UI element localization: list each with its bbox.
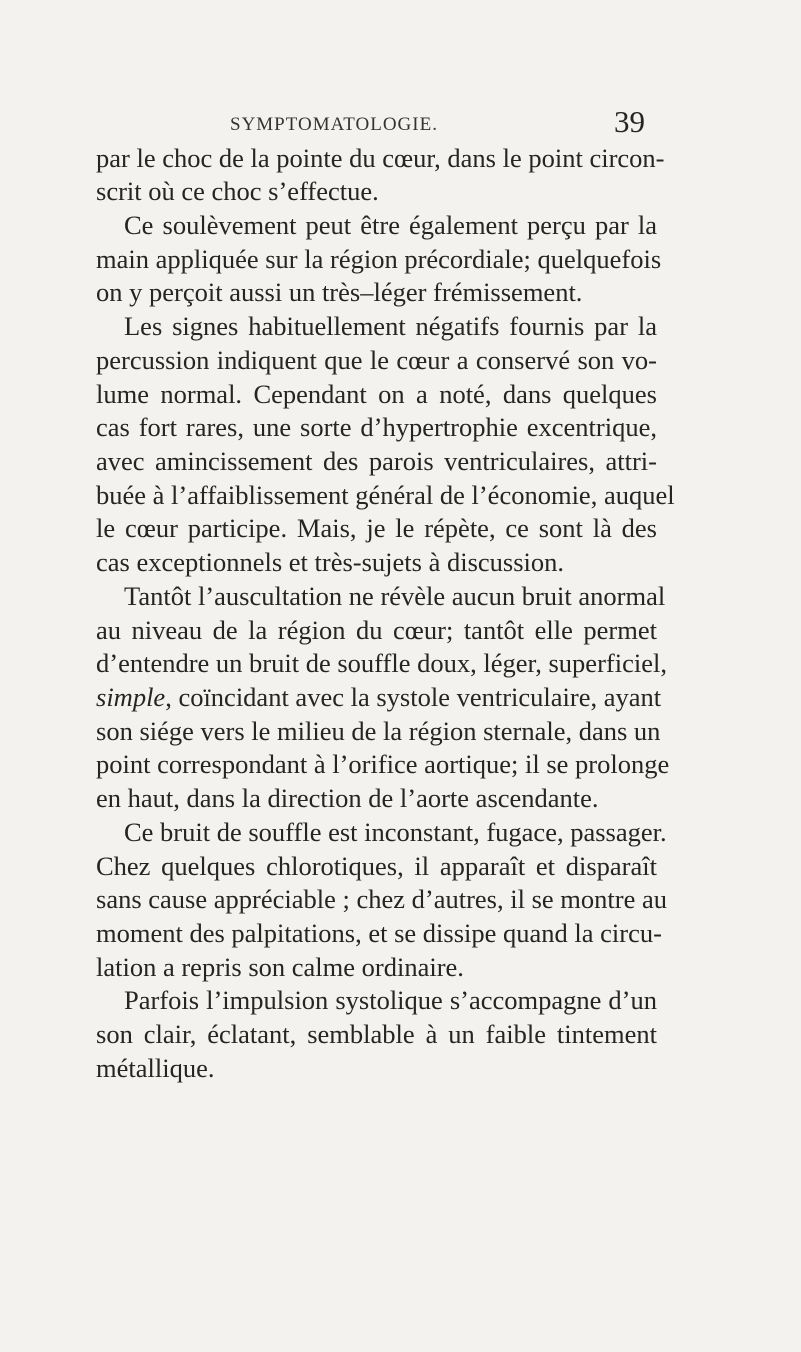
- text-line: en haut, dans la direction de l’aorte ascendante.: [96, 783, 599, 813]
- text-line: point correspondant à l’orifice aortique; il se prolonge: [96, 749, 670, 779]
- text-line: sans cause appréciable ; chez d’autres, il se montre au: [96, 884, 667, 914]
- text-line: son siége vers le milieu de la région sternale, dans un: [96, 716, 661, 746]
- text-line: au niveau de la région du cœur; tantôt elle permet: [96, 615, 657, 645]
- text-line: d’entendre un bruit de souffle doux, léger, superficiel,: [96, 648, 667, 678]
- text-line: Les signes habituellement négatifs fournis par la: [124, 311, 657, 341]
- text-line: lation a repris son calme ordinaire.: [96, 952, 464, 982]
- text-line: main appliquée sur la région précordiale; quelquefois: [96, 244, 662, 274]
- text-line: avec amincissement des parois ventriculaires, attri-: [96, 446, 657, 476]
- text-line: cas fort rares, une sorte d’hypertrophie excentrique,: [96, 412, 657, 442]
- page-number: 39: [614, 104, 645, 139]
- text-line: on y perçoit aussi un très–léger frémissement.: [96, 277, 583, 307]
- text-line: Tantôt l’auscultation ne révèle aucun bruit anormal: [124, 581, 666, 611]
- text-line: cas exceptionnels et très-sujets à discussion.: [96, 547, 565, 577]
- text-span: , coïncidant avec la systole ventriculaire, ayant: [165, 682, 662, 712]
- text-line: Parfois l’impulsion systolique s’accompagne d’un: [124, 985, 657, 1015]
- text-line: le cœur participe. Mais, je le répète, ce sont là des: [96, 513, 657, 543]
- text-line: [96, 680, 662, 714]
- text-line: son clair, éclatant, semblable à un faible tintement: [96, 1019, 657, 1049]
- text-line: Ce bruit de souffle est inconstant, fugace, passager.: [124, 817, 667, 847]
- text-line: lume normal. Cependant on a noté, dans quelques: [96, 379, 657, 409]
- text-line: scrit où ce choc s’effectue.: [96, 176, 379, 206]
- text-line: moment des palpitations, et se dissipe quand la circu-: [96, 918, 662, 948]
- italic-word: simple: [96, 682, 166, 712]
- text-line: percussion indiquent que le cœur a conservé son vo-: [96, 345, 657, 375]
- text-line: métallique.: [96, 1053, 215, 1083]
- running-head: [0, 104, 801, 142]
- text-line: buée à l’affaiblissement général de l’économie, auquel: [96, 480, 675, 510]
- text-line: par le choc de la pointe du cœur, dans le point circon-: [96, 143, 665, 173]
- text-line: Chez quelques chlorotiques, il apparaît et disparaît: [96, 851, 657, 881]
- text-line: Ce soulèvement peut être également perçu par la: [124, 210, 657, 240]
- running-title: SYMPTOMATOLOGIE.: [230, 114, 438, 135]
